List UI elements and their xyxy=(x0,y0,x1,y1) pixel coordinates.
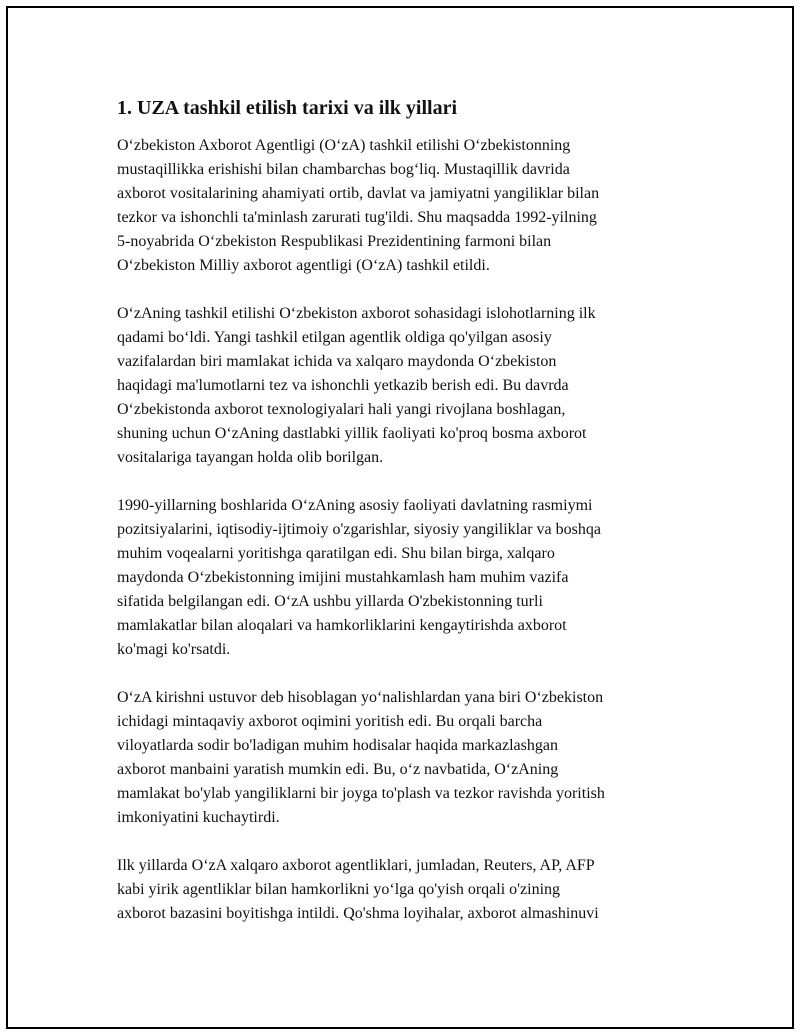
text-line: viloyatlarda sodir bo'ladigan muhim hodisalar haqida markazlashgan xyxy=(117,737,558,754)
text-line: kabi yirik agentliklar bilan hamkorlikni yo‘lga qo'yish orqali o'zining xyxy=(117,881,561,898)
text-line: vositalariga tayangan holda olib borilgan. xyxy=(117,449,384,466)
text-line: mamlakatlar bilan aloqalari va hamkorliklarini kengaytirishda axborot xyxy=(117,617,567,634)
text-line: axborot vositalarining ahamiyati ortib, davlat va jamiyatni yangiliklar bilan xyxy=(117,185,600,202)
text-line: mustaqillikka erishishi bilan chambarchas bog‘liq. Mustaqillik davrida xyxy=(117,161,570,178)
text-line: 1990-yillarning boshlarida O‘zAning asosiy faoliyati davlatning rasmiymi xyxy=(117,497,593,514)
text-line: Ilk yillarda O‘zA xalqaro axborot agentliklari, jumladan, Reuters, AP, AFP xyxy=(117,857,595,874)
text-line: vazifalardan biri mamlakat ichida va xalqaro maydonda O‘zbekiston xyxy=(117,353,557,370)
text-line: tezkor va ishonchli ta'minlash zarurati tug'ildi. Shu maqsadda 1992-yilning xyxy=(117,209,597,226)
text-line: axborot manbaini yaratish mumkin edi. Bu, o‘z navbatida, O‘zAning xyxy=(117,761,559,778)
text-line: imkoniyatini kuchaytirdi. xyxy=(117,809,280,826)
text-line: shuning uchun O‘zAning dastlabki yillik faoliyati ko'proq bosma axborot xyxy=(117,425,587,442)
paragraph-5 xyxy=(117,854,692,926)
text-line: muhim voqealarni yoritishga qaratilgan edi. Shu bilan birga, xalqaro xyxy=(117,545,555,562)
text-line: qadami bo‘ldi. Yangi tashkil etilgan agentlik oldiga qo'yilgan asosiy xyxy=(117,329,552,346)
text-line: axborot bazasini boyitishga intildi. Qo'shma loyihalar, axborot almashinuvi xyxy=(117,905,599,922)
text-line: O‘zbekistonda axborot texnologiyalari hali yangi rivojlana boshlagan, xyxy=(117,401,566,418)
text-line: O‘zbekiston Axborot Agentligi (O‘zA) tashkil etilishi O‘zbekistonning xyxy=(117,137,571,154)
section-heading: 1. UZA tashkil etilish tarixi va ilk yillari xyxy=(117,97,458,119)
text-line: sifatida belgilangan edi. O‘zA ushbu yillarda O'zbekistonning turli xyxy=(117,593,543,610)
text-line: ko'magi ko'rsatdi. xyxy=(117,641,231,658)
paragraph-1 xyxy=(117,134,692,278)
text-line: ichidagi mintaqaviy axborot oqimini yoritish edi. Bu orqali barcha xyxy=(117,713,543,730)
paragraph-2 xyxy=(117,302,692,470)
paragraph-3 xyxy=(117,494,692,662)
text-line: O‘zbekiston Milliy axborot agentligi (O‘zA) tashkil etildi. xyxy=(117,257,490,274)
text-line: maydonda O‘zbekistonning imijini mustahkamlash ham muhim vazifa xyxy=(117,569,569,586)
text-line: O‘zA kirishni ustuvor deb hisoblagan yo‘nalishlardan yana biri O‘zbekiston xyxy=(117,689,604,706)
text-line: haqidagi ma'lumotlarni tez va ishonchli yetkazib berish edi. Bu davrda xyxy=(117,377,569,394)
paragraph-4 xyxy=(117,686,692,830)
document-body xyxy=(117,94,692,950)
text-line: O‘zAning tashkil etilishi O‘zbekiston axborot sohasidagi islohotlarning ilk xyxy=(117,305,596,322)
text-line: pozitsiyalarini, iqtisodiy-ijtimoiy o'zgarishlar, siyosiy yangiliklar va boshqa xyxy=(117,521,601,538)
text-line: mamlakat bo'ylab yangiliklarni bir joyga to'plash va tezkor ravishda yoritish xyxy=(117,785,605,802)
text-line: 5-noyabrida O‘zbekiston Respublikasi Prezidentining farmoni bilan xyxy=(117,233,552,250)
